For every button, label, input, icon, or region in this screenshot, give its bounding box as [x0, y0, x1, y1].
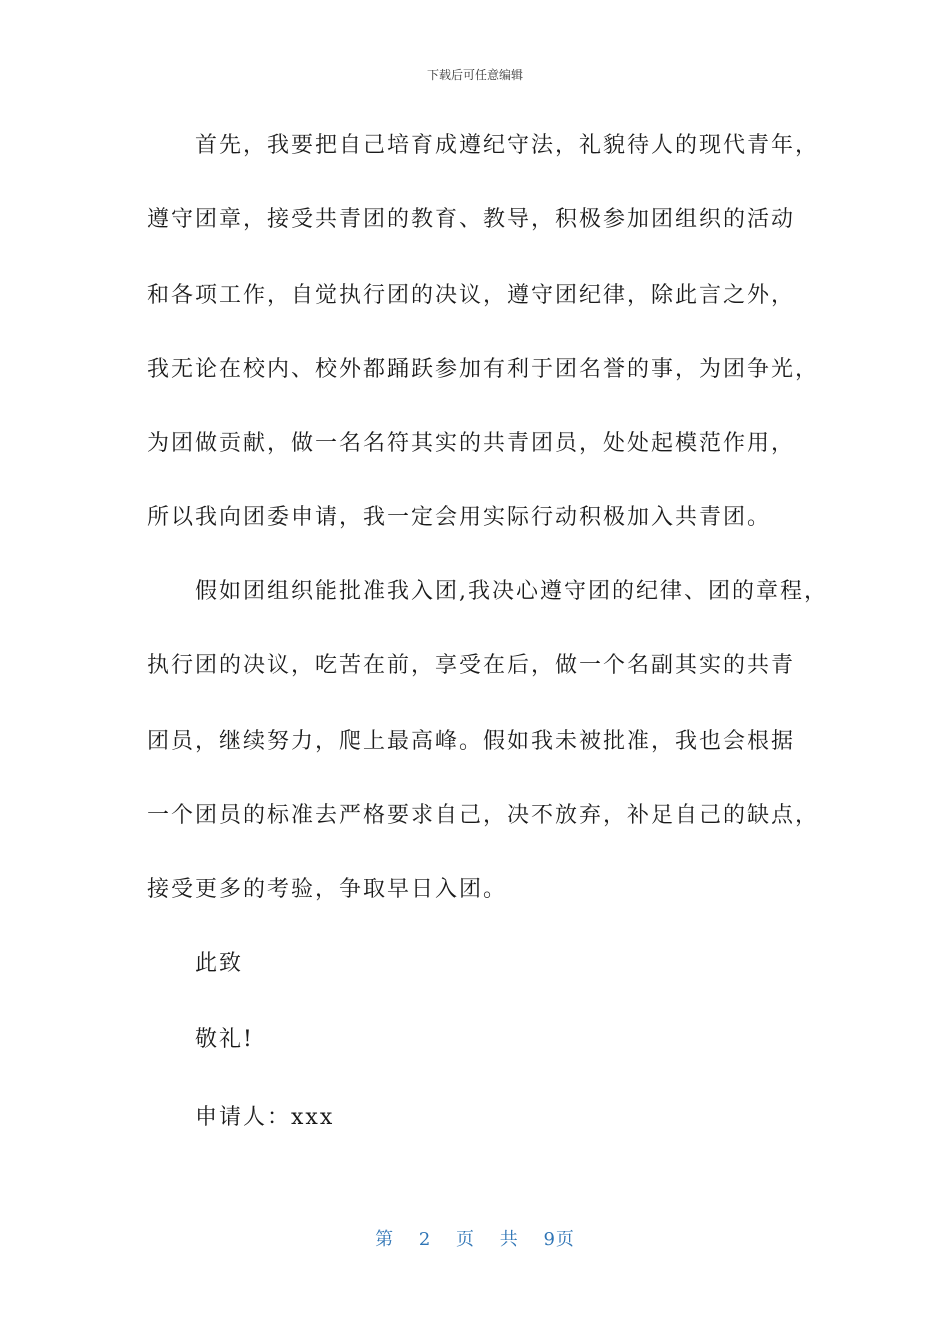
footer-label-page: 第: [375, 1229, 395, 1250]
paragraph1-line: 我无论在校内、校外都踊跃参加有利于团名誉的事，为团争光，: [147, 357, 820, 382]
paragraph1-line: 为团做贡献，做一名名符其实的共青团员，处处起模范作用，: [147, 431, 796, 456]
page-header: 下载后可任意编辑: [426, 68, 523, 82]
paragraph2-line: 假如团组织能批准我入团,我决心遵守团的纪律、团的章程，: [195, 579, 828, 604]
footer-total-pages: 9页: [543, 1229, 575, 1250]
footer-label-ye: 页: [456, 1229, 475, 1250]
paragraph1-line: 所以我向团委申请，我一定会用实际行动积极加入共青团。: [147, 505, 772, 530]
paragraph2-line: 一个团员的标准去严格要求自己，决不放弃，补足自己的缺点，: [147, 803, 820, 828]
paragraph2-line: 接受更多的考验，争取早日入团。: [147, 877, 508, 902]
closing-salutation: 此致: [195, 951, 244, 976]
applicant-signature: 申请人：xxx: [195, 1105, 335, 1130]
paragraph1-line: 和各项工作，自觉执行团的决议，遵守团纪律，除此言之外，: [147, 283, 796, 308]
paragraph1-line: 遵守团章，接受共青团的教育、教导，积极参加团组织的活动: [147, 207, 796, 232]
footer-current-page: 2: [418, 1229, 432, 1250]
paragraph2-line: 执行团的决议，吃苦在前，享受在后，做一个名副其实的共青: [147, 653, 796, 678]
page-footer: [0, 1225, 950, 1251]
footer-label-total: 共: [499, 1229, 519, 1250]
closing-regards: 敬礼!: [195, 1027, 254, 1052]
paragraph1-line: 首先，我要把自己培育成遵纪守法，礼貌待人的现代青年，: [195, 133, 820, 158]
paragraph2-line: 团员，继续努力，爬上最高峰。假如我未被批准，我也会根据: [147, 729, 796, 754]
